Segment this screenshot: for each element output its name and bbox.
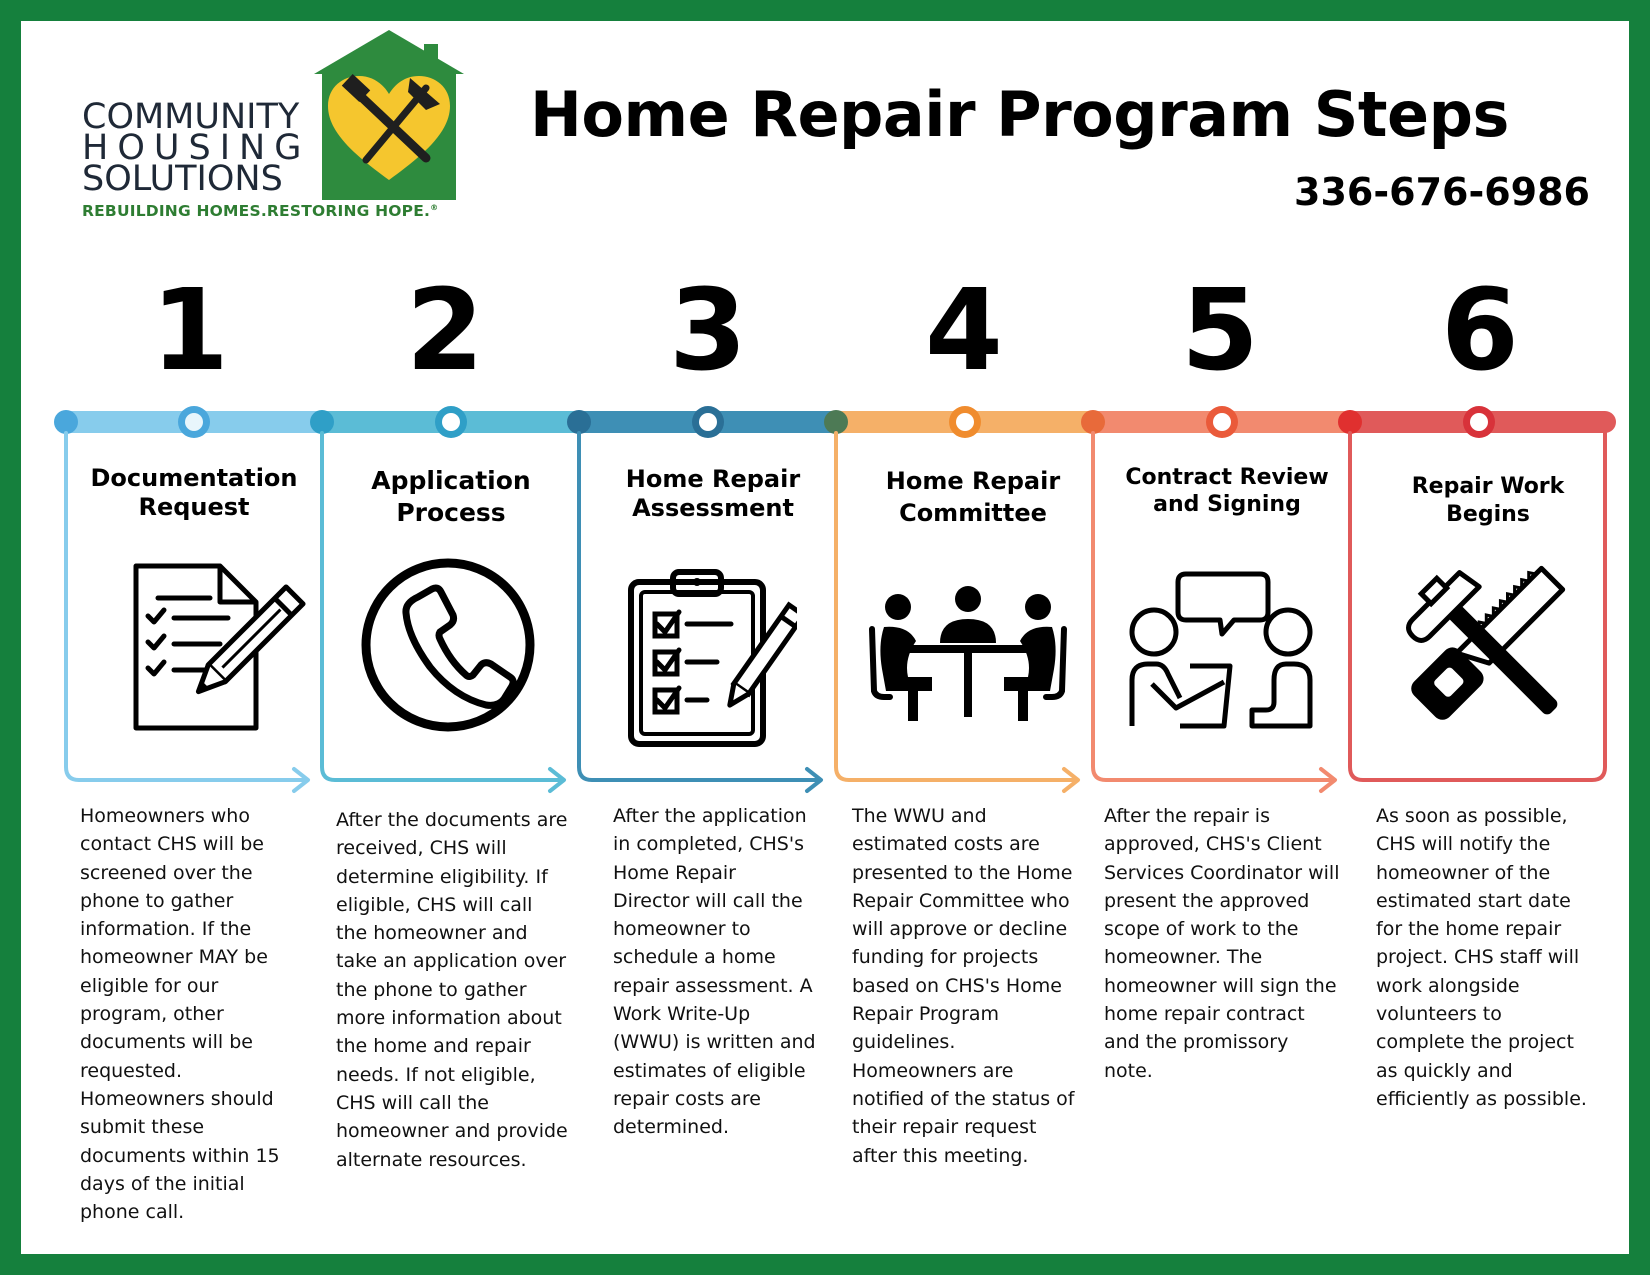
step-2-title-line-2: Process [396, 498, 506, 527]
logo-line-2: HOUSING [82, 128, 311, 168]
phone-icon [358, 555, 538, 735]
step-5-title-line-2: and Signing [1153, 492, 1301, 517]
step-1-description: Homeowners who contact CHS will be screened over the phone to gather information. If the homeowner MAY be eligible for our program, other documents will be requested. Homeowners should submit these documents within 15 days of the initial phone call. [80, 805, 280, 1224]
segment-dot-6 [1338, 410, 1362, 434]
meeting-table-icon [868, 585, 1068, 725]
document-pen-icon [128, 562, 308, 732]
step-5-title [1102, 464, 1352, 518]
logo-line-1: COMMUNITY [82, 97, 300, 137]
step-6-title-line-2: Begins [1446, 502, 1530, 527]
segment-dot-4 [824, 410, 848, 434]
step-6-marker [1463, 406, 1495, 438]
step-5-description: After the repair is approved, CHS's Client Services Coordinator will present the approved scope of work to the homeowner. The homeowner will sign the home repair contract and the promissory note. [1104, 805, 1340, 1082]
logo-line-3: SOLUTIONS [82, 159, 283, 199]
step-4-description: The WWU and estimated costs are presented to the Home Repair Committee who will approve or decline funding for projects based on CHS's Home Repair Program guidelines. Homeowners are notified of the status of their repair request after this meeting. [852, 805, 1075, 1167]
page-title: Home Repair Program Steps [530, 78, 1509, 151]
step-3-marker [692, 406, 724, 438]
step-3-title-line-1: Home Repair [625, 465, 801, 493]
step-4-number: 4 [925, 266, 1003, 396]
step-2-number: 2 [406, 266, 484, 396]
segment-dot-5 [1081, 410, 1105, 434]
step-5-number: 5 [1181, 266, 1259, 396]
step-2-marker [435, 406, 467, 438]
segment-dot-3 [567, 410, 591, 434]
step-3-title [588, 465, 838, 523]
step-1-title-line-2: Request [138, 493, 250, 521]
step-1-marker [178, 406, 210, 438]
step-1-number: 1 [151, 266, 229, 396]
step-5-title-line-1: Contract Review [1125, 465, 1329, 490]
segment-dot-1 [54, 410, 78, 434]
phone-number[interactable]: 336-676-6986 [1294, 170, 1590, 214]
step-2-title-line-1: Application [371, 466, 531, 495]
step-3-description: After the application in completed, CHS's Home Repair Director will call the homeowner to schedule a home repair assessment. A Work Write-Up (WWU) is written and estimates of eligible repair costs are determined. [613, 805, 816, 1139]
step-4-title-line-1: Home Repair [885, 467, 1061, 495]
step-1-title-line-1: Documentation [90, 464, 298, 492]
saw-hammer-icon [1392, 552, 1582, 736]
contract-discussion-icon [1126, 570, 1316, 732]
step-3-number: 3 [669, 266, 747, 396]
step-4-title-line-2: Committee [899, 499, 1047, 527]
step-4-title [848, 465, 1098, 529]
step-6-title [1363, 473, 1613, 529]
step-1-title [69, 464, 319, 522]
logo-tagline: REBUILDING HOMES.RESTORING HOPE.® [82, 202, 439, 220]
step-6-description: As soon as possible, CHS will notify the homeowner of the estimated start date for the home repair project. CHS staff will work alongside volunteers to complete the project as quickly and efficiently as possible. [1376, 805, 1587, 1110]
registered-mark: ® [430, 202, 439, 212]
step-2-description: After the documents are received, CHS will determine eligibility. If eligible, CHS will call the homeowner and take an application over the phone to gather more information about the home and repair needs. If not eligible, CHS will call the homeowner and provide alternate resources. [336, 809, 568, 1171]
clipboard-checklist-icon [627, 568, 797, 748]
step-4-marker [949, 406, 981, 438]
step-3-title-line-2: Assessment [632, 494, 794, 522]
step-6-number: 6 [1441, 266, 1519, 396]
step-6-title-line-1: Repair Work [1411, 474, 1565, 499]
step-2-title [326, 465, 576, 529]
step-5-marker [1206, 406, 1238, 438]
segment-dot-2 [310, 410, 334, 434]
